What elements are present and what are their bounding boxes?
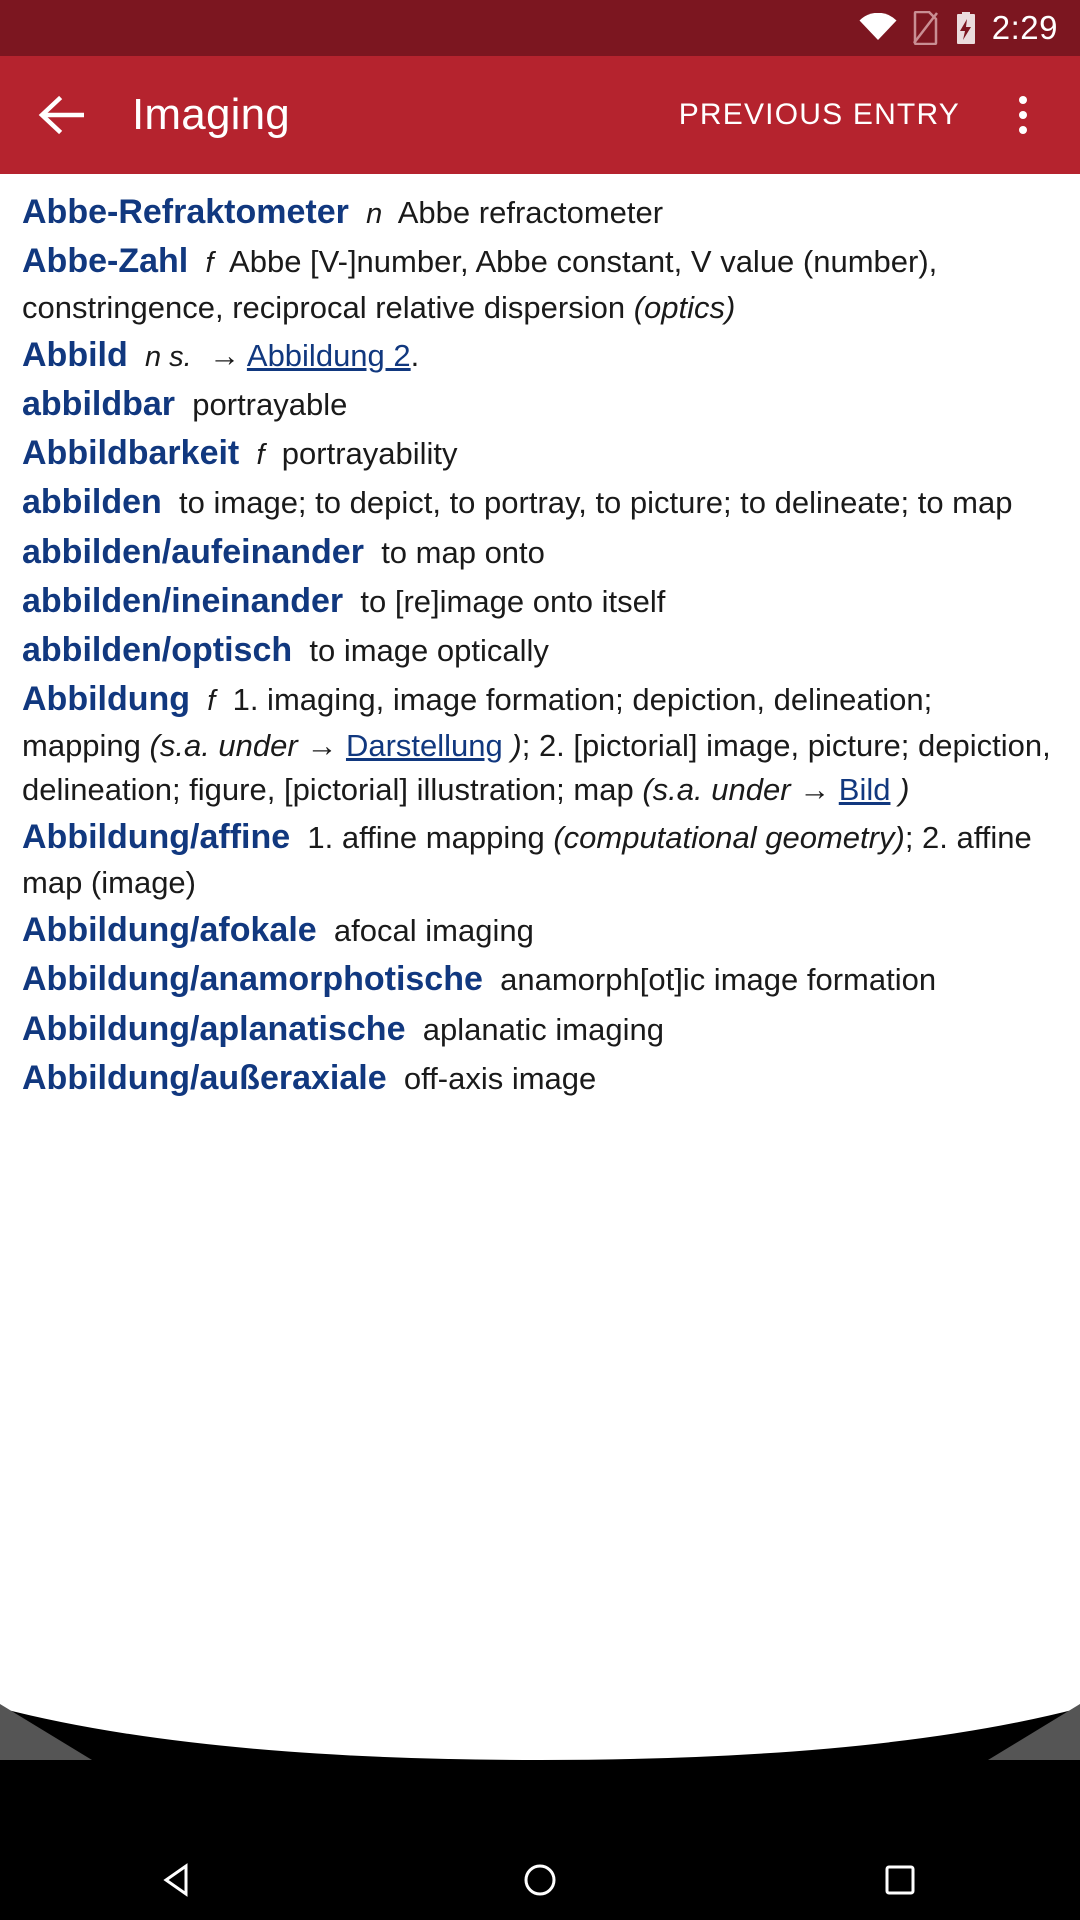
dictionary-entry (22, 577, 1058, 625)
dictionary-entry (22, 955, 1058, 1003)
dictionary-page[interactable] (0, 174, 1080, 1760)
status-bar (0, 0, 1080, 56)
status-clock: 2:29 (991, 9, 1058, 46)
entry-headword[interactable]: Abbe-Zahl (22, 242, 189, 281)
entry-translation: 1. affine mapping (307, 819, 554, 855)
dictionary-entry (22, 1005, 1058, 1053)
entry-translation: . (410, 337, 420, 373)
dictionary-entry (22, 675, 1058, 811)
entry-cross-reference-link[interactable]: Bild (838, 771, 891, 807)
more-vert-icon[interactable] (990, 79, 1056, 151)
entry-translation: to image; to depict, to portray, to picture; to delineate; to map (179, 485, 1013, 521)
navigation-bar (0, 1840, 1080, 1920)
dictionary-entry (22, 528, 1058, 576)
entry-cross-reference-link[interactable]: Abbildung 2 (246, 337, 411, 373)
dictionary-entry (22, 626, 1058, 674)
dictionary-entry (22, 1054, 1058, 1102)
dictionary-entry (22, 813, 1058, 905)
entry-headword[interactable]: Abbildung/außeraxiale (22, 1058, 387, 1097)
entry-italic-note: (optics) (633, 289, 736, 325)
overflow-dot (1019, 126, 1027, 134)
entry-headword[interactable]: Abbildung (22, 680, 191, 719)
entry-headword[interactable]: abbilden/ineinander (22, 581, 344, 620)
entry-translation: aplanatic imaging (422, 1011, 664, 1047)
entry-arrow-glyph: → (208, 337, 247, 373)
entry-headword[interactable]: abbilden (22, 483, 162, 522)
home-circle-icon[interactable] (480, 1840, 600, 1920)
entry-headword[interactable]: Abbildung/afokale (22, 910, 317, 949)
dictionary-entry (22, 429, 1058, 477)
entry-italic-note: (computational geometry) (553, 819, 905, 855)
entry-translation: portrayability (281, 436, 458, 472)
entry-headword[interactable]: abbildbar (22, 384, 176, 423)
entry-headword[interactable]: Abbe-Refraktometer (22, 193, 349, 231)
recents-square-icon[interactable] (840, 1840, 960, 1920)
entry-headword[interactable]: abbilden/aufeinander (22, 532, 364, 571)
entry-translation: ; 2. [pictorial] image, picture; depiction, delineation; figure, [pictorial] illustration; map (22, 727, 1051, 807)
previous-entry-button[interactable]: PREVIOUS ENTRY (678, 98, 960, 131)
dictionary-entry (22, 237, 1058, 329)
overflow-dot (1019, 96, 1027, 104)
entry-italic-note: (s.a. under (642, 771, 800, 807)
arrow-back-icon[interactable] (30, 82, 96, 148)
entry-headword[interactable]: Abbild (22, 335, 128, 374)
entry-translation: ; 2. affine map (image) (22, 819, 1032, 900)
entry-grammar-label: f (205, 247, 214, 280)
entry-translation: off-axis image (403, 1060, 597, 1096)
entry-translation: to [re]image onto itself (360, 583, 666, 619)
entry-grammar-label: n (366, 198, 383, 230)
entry-translation: afocal imaging (333, 912, 534, 948)
entry-translation: anamorph[ot]ic image formation (500, 962, 937, 998)
battery-charging-icon (954, 11, 978, 45)
entry-headword[interactable]: Abbildung/affine (22, 817, 291, 856)
dictionary-entry (22, 331, 1058, 379)
entry-headword[interactable]: Abbildung/aplanatische (22, 1009, 406, 1048)
entry-translation: Abbe refractometer (397, 195, 664, 230)
entry-grammar-label: f (256, 439, 265, 472)
entry-italic-note: ) (890, 771, 910, 807)
entry-translation: 1. imaging, image formation; depiction, delineation; mapping (22, 682, 933, 763)
entry-arrow-glyph: → (799, 771, 839, 807)
entry-list (0, 174, 1080, 1102)
overflow-dot (1019, 111, 1027, 119)
page-title: Imaging (132, 90, 290, 139)
entry-translation: to image optically (309, 633, 549, 669)
content-area (0, 174, 1080, 1840)
entry-headword[interactable]: Abbildbarkeit (22, 434, 240, 473)
dictionary-entry (22, 906, 1058, 954)
entry-grammar-label: f (207, 685, 216, 718)
entry-grammar-label: n s. (145, 340, 192, 373)
entry-headword[interactable]: abbilden/optisch (22, 631, 293, 670)
entry-translation: portrayable (192, 386, 348, 422)
entry-translation: to map onto (381, 534, 545, 570)
app-bar (0, 56, 1080, 174)
status-icon-group (858, 11, 978, 45)
dictionary-entry (22, 478, 1058, 526)
entry-translation: Abbe [V-]number, Abbe constant, V value (number), constringence, reciprocal relative dispersion (22, 244, 938, 325)
dictionary-entry (22, 188, 1058, 236)
entry-italic-note: (s.a. under (149, 727, 307, 763)
back-triangle-icon[interactable] (120, 1840, 240, 1920)
wifi-icon (858, 13, 898, 43)
entry-cross-reference-link[interactable]: Darstellung (345, 727, 503, 763)
entry-arrow-glyph: → (306, 727, 346, 763)
sim-off-icon (912, 11, 940, 45)
entry-headword[interactable]: Abbildung/anamorphotische (22, 960, 483, 999)
entry-italic-note: ) (502, 727, 522, 763)
dictionary-entry (22, 380, 1058, 428)
